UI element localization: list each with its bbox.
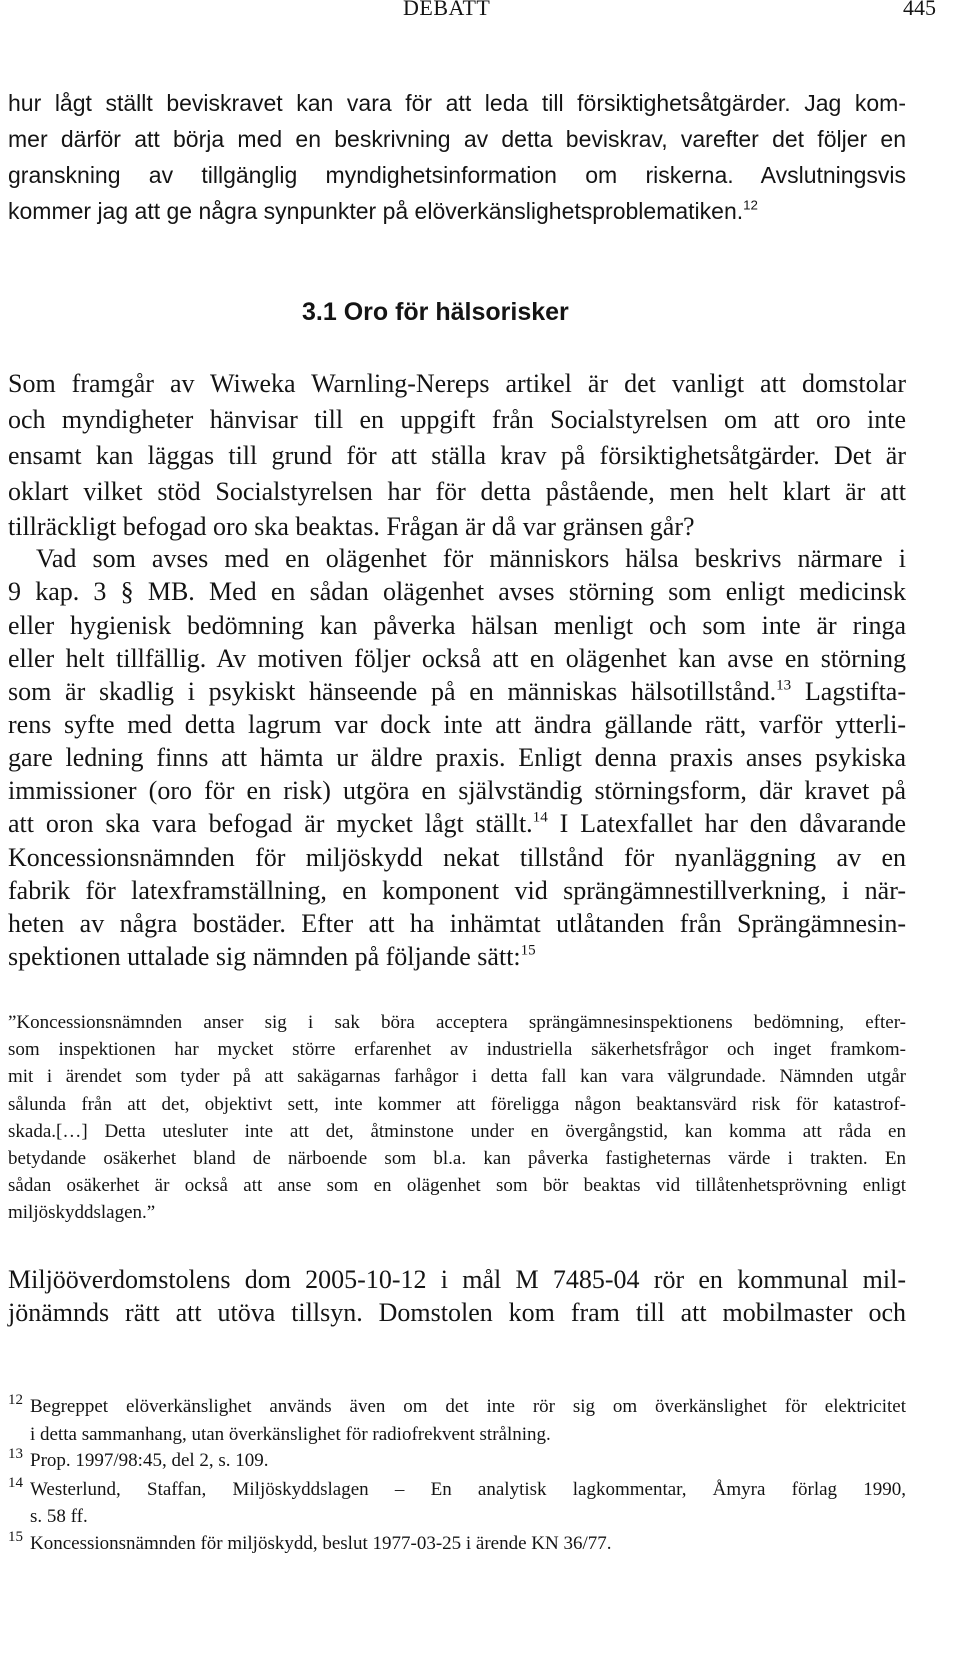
quote-line: sålunda från att det, objektivt sett, inte kommer att föreligga någon beaktansvärd risk för katastrof- bbox=[8, 1094, 906, 1115]
footnote-line: s. 58 ff. bbox=[30, 1506, 88, 1527]
footnote-line: Koncessionsnämnden för miljöskydd, beslut 1977-03-25 i ärende KN 36/77. bbox=[30, 1533, 612, 1554]
body-line bbox=[8, 808, 906, 840]
body-line: fabrik för latexframställning, en komponent vid sprängämnestillverkning, i när- bbox=[8, 876, 906, 905]
quote-line: sådan osäkerhet är också att anse som en olägenhet som bör beaktas vid tillåtenhetsprövning enligt bbox=[8, 1175, 906, 1196]
body-text: I Latexfallet har den dåvarande bbox=[547, 809, 907, 838]
body-line bbox=[8, 941, 906, 973]
footnote-line: Begreppet elöverkänslighet används även om det inte rör sig om överkänslighet för elektricitet bbox=[30, 1396, 906, 1417]
body-line: rens syfte med detta lagrum var dock inte att ändra gällande rätt, varför ytterli- bbox=[8, 710, 906, 739]
body-line bbox=[8, 676, 906, 708]
body-text: att oron ska vara befogad är mycket lågt ställt. bbox=[8, 809, 533, 838]
body-line: Som framgår av Wiweka Warnling-Nereps artikel är det vanligt att domstolar bbox=[8, 369, 906, 398]
body-line: Koncessionsnämnden för miljöskydd nekat tillstånd för nyanläggning av en bbox=[8, 843, 906, 872]
body-line: ensamt kan läggas till grund för att ställa krav på försiktighetsåtgärder. Det är bbox=[8, 441, 906, 470]
quote-line: miljöskyddslagen.” bbox=[8, 1202, 156, 1223]
quote-line: som inspektionen har mycket större erfarenhet av industriella säkerhetsfrågor och inget framkom- bbox=[8, 1039, 906, 1060]
intro-line: granskning av tillgänglig myndighetsinformation om riskerna. Avslutningsvis bbox=[8, 162, 906, 188]
footnote-ref-12: 12 bbox=[743, 197, 758, 213]
footnote-number: 14 bbox=[8, 1475, 23, 1491]
page-number: 445 bbox=[903, 0, 936, 20]
footnote-ref-13: 13 bbox=[776, 677, 792, 694]
footnote-number: 12 bbox=[8, 1392, 23, 1408]
body-line: eller helt tillfällig. Av motiven följer också att en olägenhet kan avse en störning bbox=[8, 644, 906, 673]
quote-line: skada.[…] Detta utesluter inte att det, åtminstone under en övergångstid, kan komma att råda en bbox=[8, 1121, 906, 1142]
footnote-line: Westerlund, Staffan, Miljöskyddslagen – En analytisk lagkommentar, Åmyra förlag 1990, bbox=[30, 1479, 906, 1500]
quote-line: mit i ärendet som tyder på att sakägarnas farhågor i detta fall kan vara välgrundade. Nämnden utgår bbox=[8, 1066, 906, 1087]
footnote-ref-15: 15 bbox=[520, 942, 536, 959]
body-line: och myndigheter hänvisar till en uppgift från Socialstyrelsen om att oro inte bbox=[8, 405, 906, 434]
body-line: heten av några bostäder. Efter att ha inhämtat utlåtanden från Sprängämnesin- bbox=[8, 909, 906, 938]
intro-line: mer därför att börja med en beskrivning av detta beviskrav, varefter det följer en bbox=[8, 126, 906, 152]
body-line: gare ledning finns att hämta ur äldre praxis. Enligt denna praxis anses psykiska bbox=[8, 743, 906, 772]
body-line: eller hygienisk bedömning kan påverka hälsan menligt och som inte är ringa bbox=[8, 611, 906, 640]
footnote-number: 15 bbox=[8, 1529, 23, 1545]
footnote-ref-14: 14 bbox=[532, 809, 548, 826]
intro-text: kommer jag att ge några synpunkter på elöverkänslighetsproblematiken. bbox=[8, 198, 744, 224]
body-text: Lagstifta- bbox=[791, 677, 906, 706]
body-line: oklart vilket stöd Socialstyrelsen har för detta påstående, men helt klart är att bbox=[8, 477, 906, 506]
body-text: som är skadlig i psykiskt hänseende på en människas hälsotillstånd. bbox=[8, 677, 777, 706]
body-text: spektionen uttalade sig nämnden på följande sätt: bbox=[8, 942, 521, 971]
body-line: 9 kap. 3 § MB. Med en sådan olägenhet avses störning som enligt medicinsk bbox=[8, 577, 906, 606]
body-line: Miljööverdomstolens dom 2005-10-12 i mål M 7485-04 rör en kommunal mil- bbox=[8, 1265, 906, 1294]
body-line: jönämnds rätt att utöva tillsyn. Domstolen kom fram till att mobilmaster och bbox=[8, 1298, 906, 1327]
footnote-number: 13 bbox=[8, 1446, 23, 1462]
footnote-line: i detta sammanhang, utan överkänslighet för radiofrekvent strålning. bbox=[30, 1424, 551, 1445]
quote-line: betydande osäkerhet bland de närboende som bl.a. kan påverka fastigheternas värde i trakten. En bbox=[8, 1148, 906, 1169]
section-title: DEBATT bbox=[403, 0, 491, 20]
intro-line bbox=[8, 196, 906, 226]
intro-line: hur lågt ställt beviskravet kan vara för att leda till försiktighetsåtgärder. Jag kom- bbox=[8, 90, 906, 116]
footnote-line: Prop. 1997/98:45, del 2, s. 109. bbox=[30, 1450, 269, 1471]
body-line: immissioner (oro för en risk) utgöra en självständig störningsform, där kravet på bbox=[8, 776, 906, 805]
running-header bbox=[0, 0, 960, 24]
quote-line: ”Koncessionsnämnden anser sig i sak böra acceptera sprängämnesinspektionens bedömning, efter- bbox=[8, 1012, 906, 1033]
body-line: tillräckligt befogad oro ska beaktas. Frågan är då var gränsen går? bbox=[8, 512, 695, 541]
section-heading: 3.1 Oro för hälsorisker bbox=[302, 298, 569, 326]
body-line: Vad som avses med en olägenhet för människors hälsa beskrivs närmare i bbox=[36, 544, 906, 573]
